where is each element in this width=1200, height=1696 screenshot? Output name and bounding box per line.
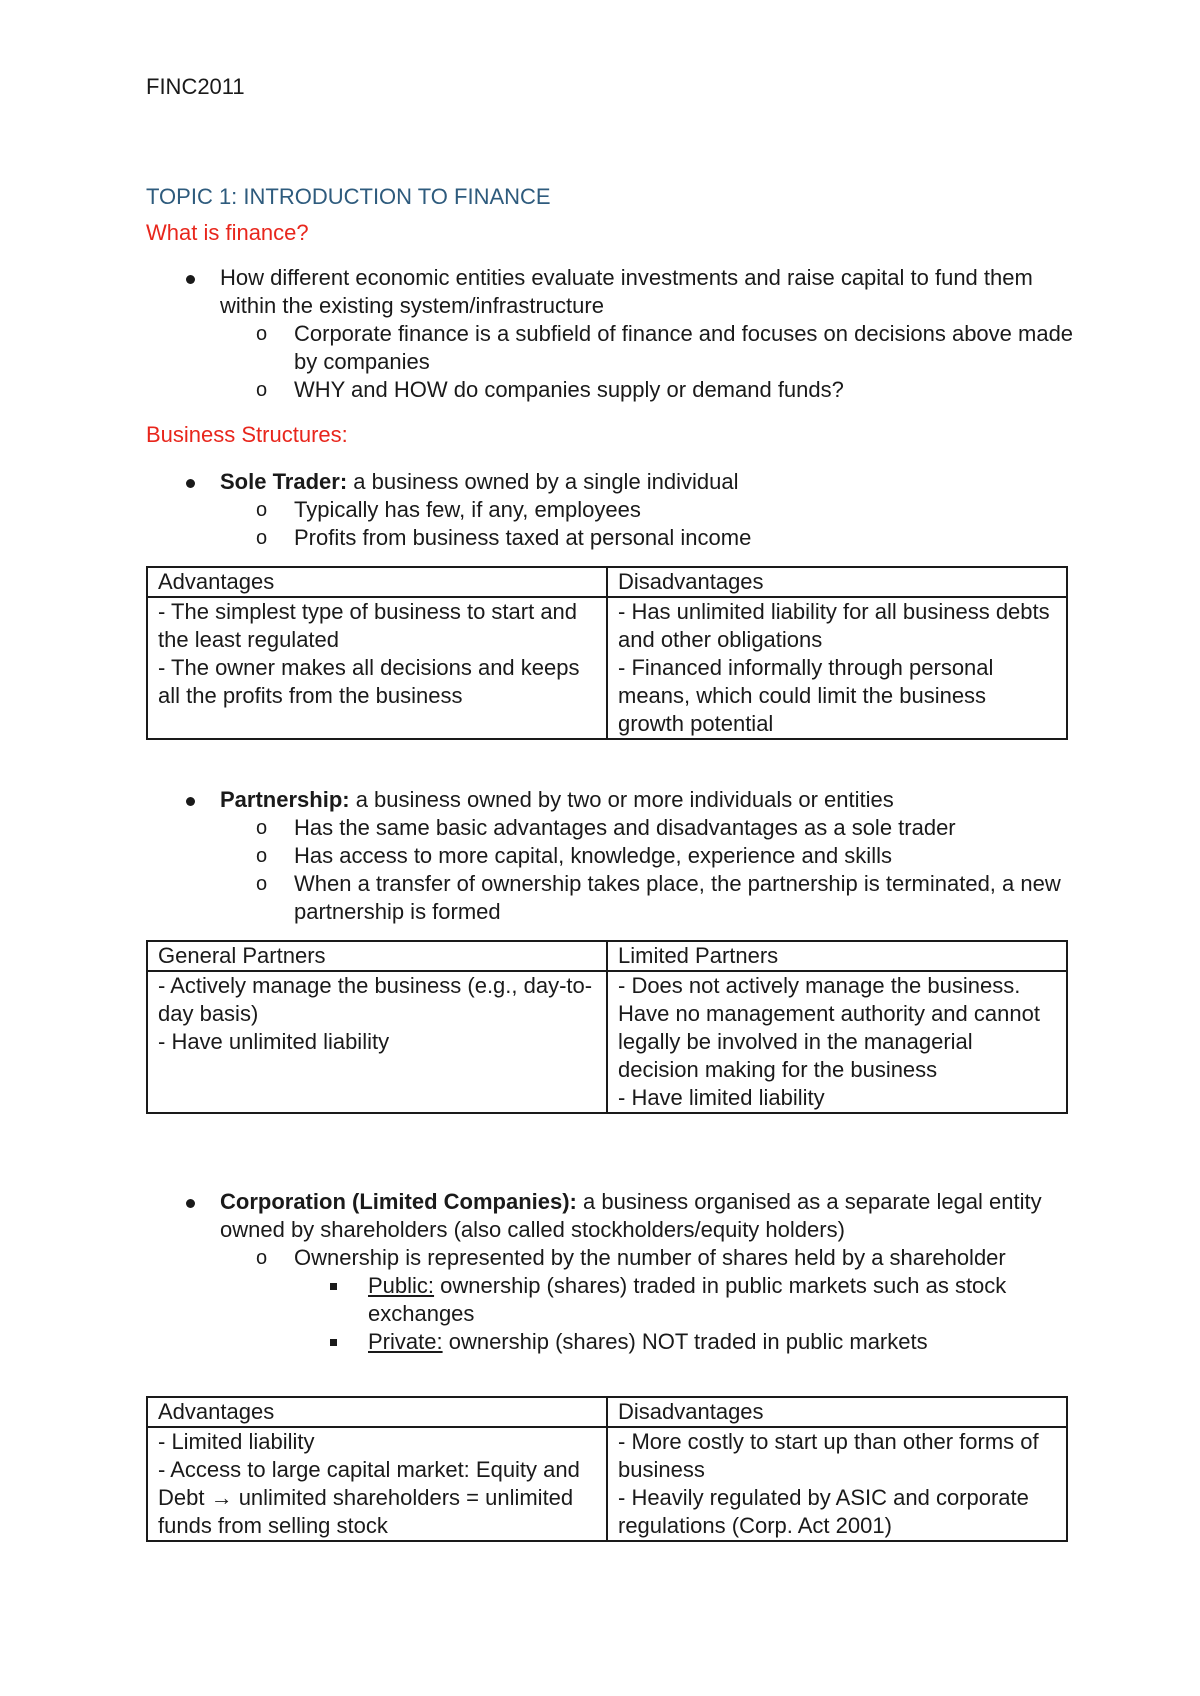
list-item: Public: ownership (shares) traded in public markets such as stock exchanges <box>146 1272 1076 1328</box>
bullet-square-icon <box>330 1339 337 1346</box>
partnership-table <box>146 940 1068 1114</box>
table-cell: - More costly to start up than other forms of business - Heavily regulated by ASIC and corporate regulations (Corp. Act 2001) <box>607 1427 1067 1541</box>
list-item: o Corporate finance is a subfield of finance and focuses on decisions above made by companies <box>256 321 1074 374</box>
bullet-dot-icon <box>186 1199 195 1208</box>
finance-list <box>146 264 1076 404</box>
list-item: o Has the same basic advantages and disadvantages as a sole trader <box>256 815 956 840</box>
term-partnership: Partnership: <box>220 787 350 812</box>
list-item: o Has access to more capital, knowledge, experience and skills <box>256 843 892 868</box>
bullet-circle-icon: o <box>256 323 268 345</box>
table-cell: - Does not actively manage the business. Have no management authority and cannot legally be involved in the managerial decision making for the business - Have limited liability <box>607 971 1067 1113</box>
table-header: General Partners <box>147 941 607 971</box>
table-cell: - Limited liability - Access to large capital market: Equity and Debt → unlimited shareholders = unlimited funds from selling stock <box>147 1427 607 1541</box>
topic-title: TOPIC 1: INTRODUCTION TO FINANCE <box>146 184 551 209</box>
table-cell: - Actively manage the business (e.g., day-to-day basis) - Have unlimited liability <box>147 971 607 1113</box>
section-heading-business-structures: Business Structures: <box>146 422 348 447</box>
table-header: Disadvantages <box>607 1397 1067 1427</box>
list-item: How different economic entities evaluate investments and raise capital to fund them within the existing system/infrastructure <box>146 264 1076 320</box>
table-header: Advantages <box>147 567 607 597</box>
bullet-circle-icon: o <box>256 527 268 549</box>
term-private: Private: <box>368 1329 443 1354</box>
bullet-circle-icon: o <box>256 817 268 839</box>
list-item: o Typically has few, if any, employees <box>256 497 641 522</box>
corporation-list <box>146 1188 1076 1356</box>
bullet-dot-icon <box>186 479 195 488</box>
table-header: Advantages <box>147 1397 607 1427</box>
list-item: o Profits from business taxed at personal income <box>256 525 752 550</box>
list-item: Partnership: a business owned by two or more individuals or entities <box>146 786 1076 814</box>
term-corporation: Corporation (Limited Companies): <box>220 1189 577 1214</box>
document-header: FINC2011 <box>146 74 245 99</box>
bullet-circle-icon: o <box>256 379 268 401</box>
term-public: Public: <box>368 1273 435 1298</box>
term-sole-trader: Sole Trader: <box>220 469 348 494</box>
bullet-circle-icon: o <box>256 845 268 867</box>
table-header: Disadvantages <box>607 567 1067 597</box>
list-item: o WHY and HOW do companies supply or demand funds? <box>256 377 844 402</box>
bullet-dot-icon <box>186 797 195 806</box>
sole-trader-list <box>146 468 1076 552</box>
list-item: Sole Trader: a business owned by a single individual <box>146 468 1076 496</box>
partnership-list <box>146 786 1076 926</box>
corporation-table <box>146 1396 1068 1542</box>
bullet-square-icon <box>330 1283 337 1290</box>
table-cell: - Has unlimited liability for all business debts and other obligations - Financed informally through personal means, which could limit the business growth potential <box>607 597 1067 739</box>
bullet-circle-icon: o <box>256 499 268 521</box>
bullet-dot-icon <box>186 275 195 284</box>
bullet-circle-icon: o <box>256 873 268 895</box>
bullet-circle-icon: o <box>256 1247 268 1269</box>
list-item: Private: ownership (shares) NOT traded in public markets <box>146 1328 1076 1356</box>
section-heading-what-is-finance: What is finance? <box>146 220 309 245</box>
list-item: o Ownership is represented by the number of shares held by a shareholder <box>256 1245 1006 1270</box>
table-header: Limited Partners <box>607 941 1067 971</box>
list-item: Corporation (Limited Companies): a business organised as a separate legal entity owned by shareholders (also called stockholders/equity holders) <box>146 1188 1076 1244</box>
table-cell: - The simplest type of business to start and the least regulated - The owner makes all decisions and keeps all the profits from the business <box>147 597 607 739</box>
list-item: o When a transfer of ownership takes place, the partnership is terminated, a new partnership is formed <box>256 871 1061 924</box>
sole-trader-table <box>146 566 1068 740</box>
